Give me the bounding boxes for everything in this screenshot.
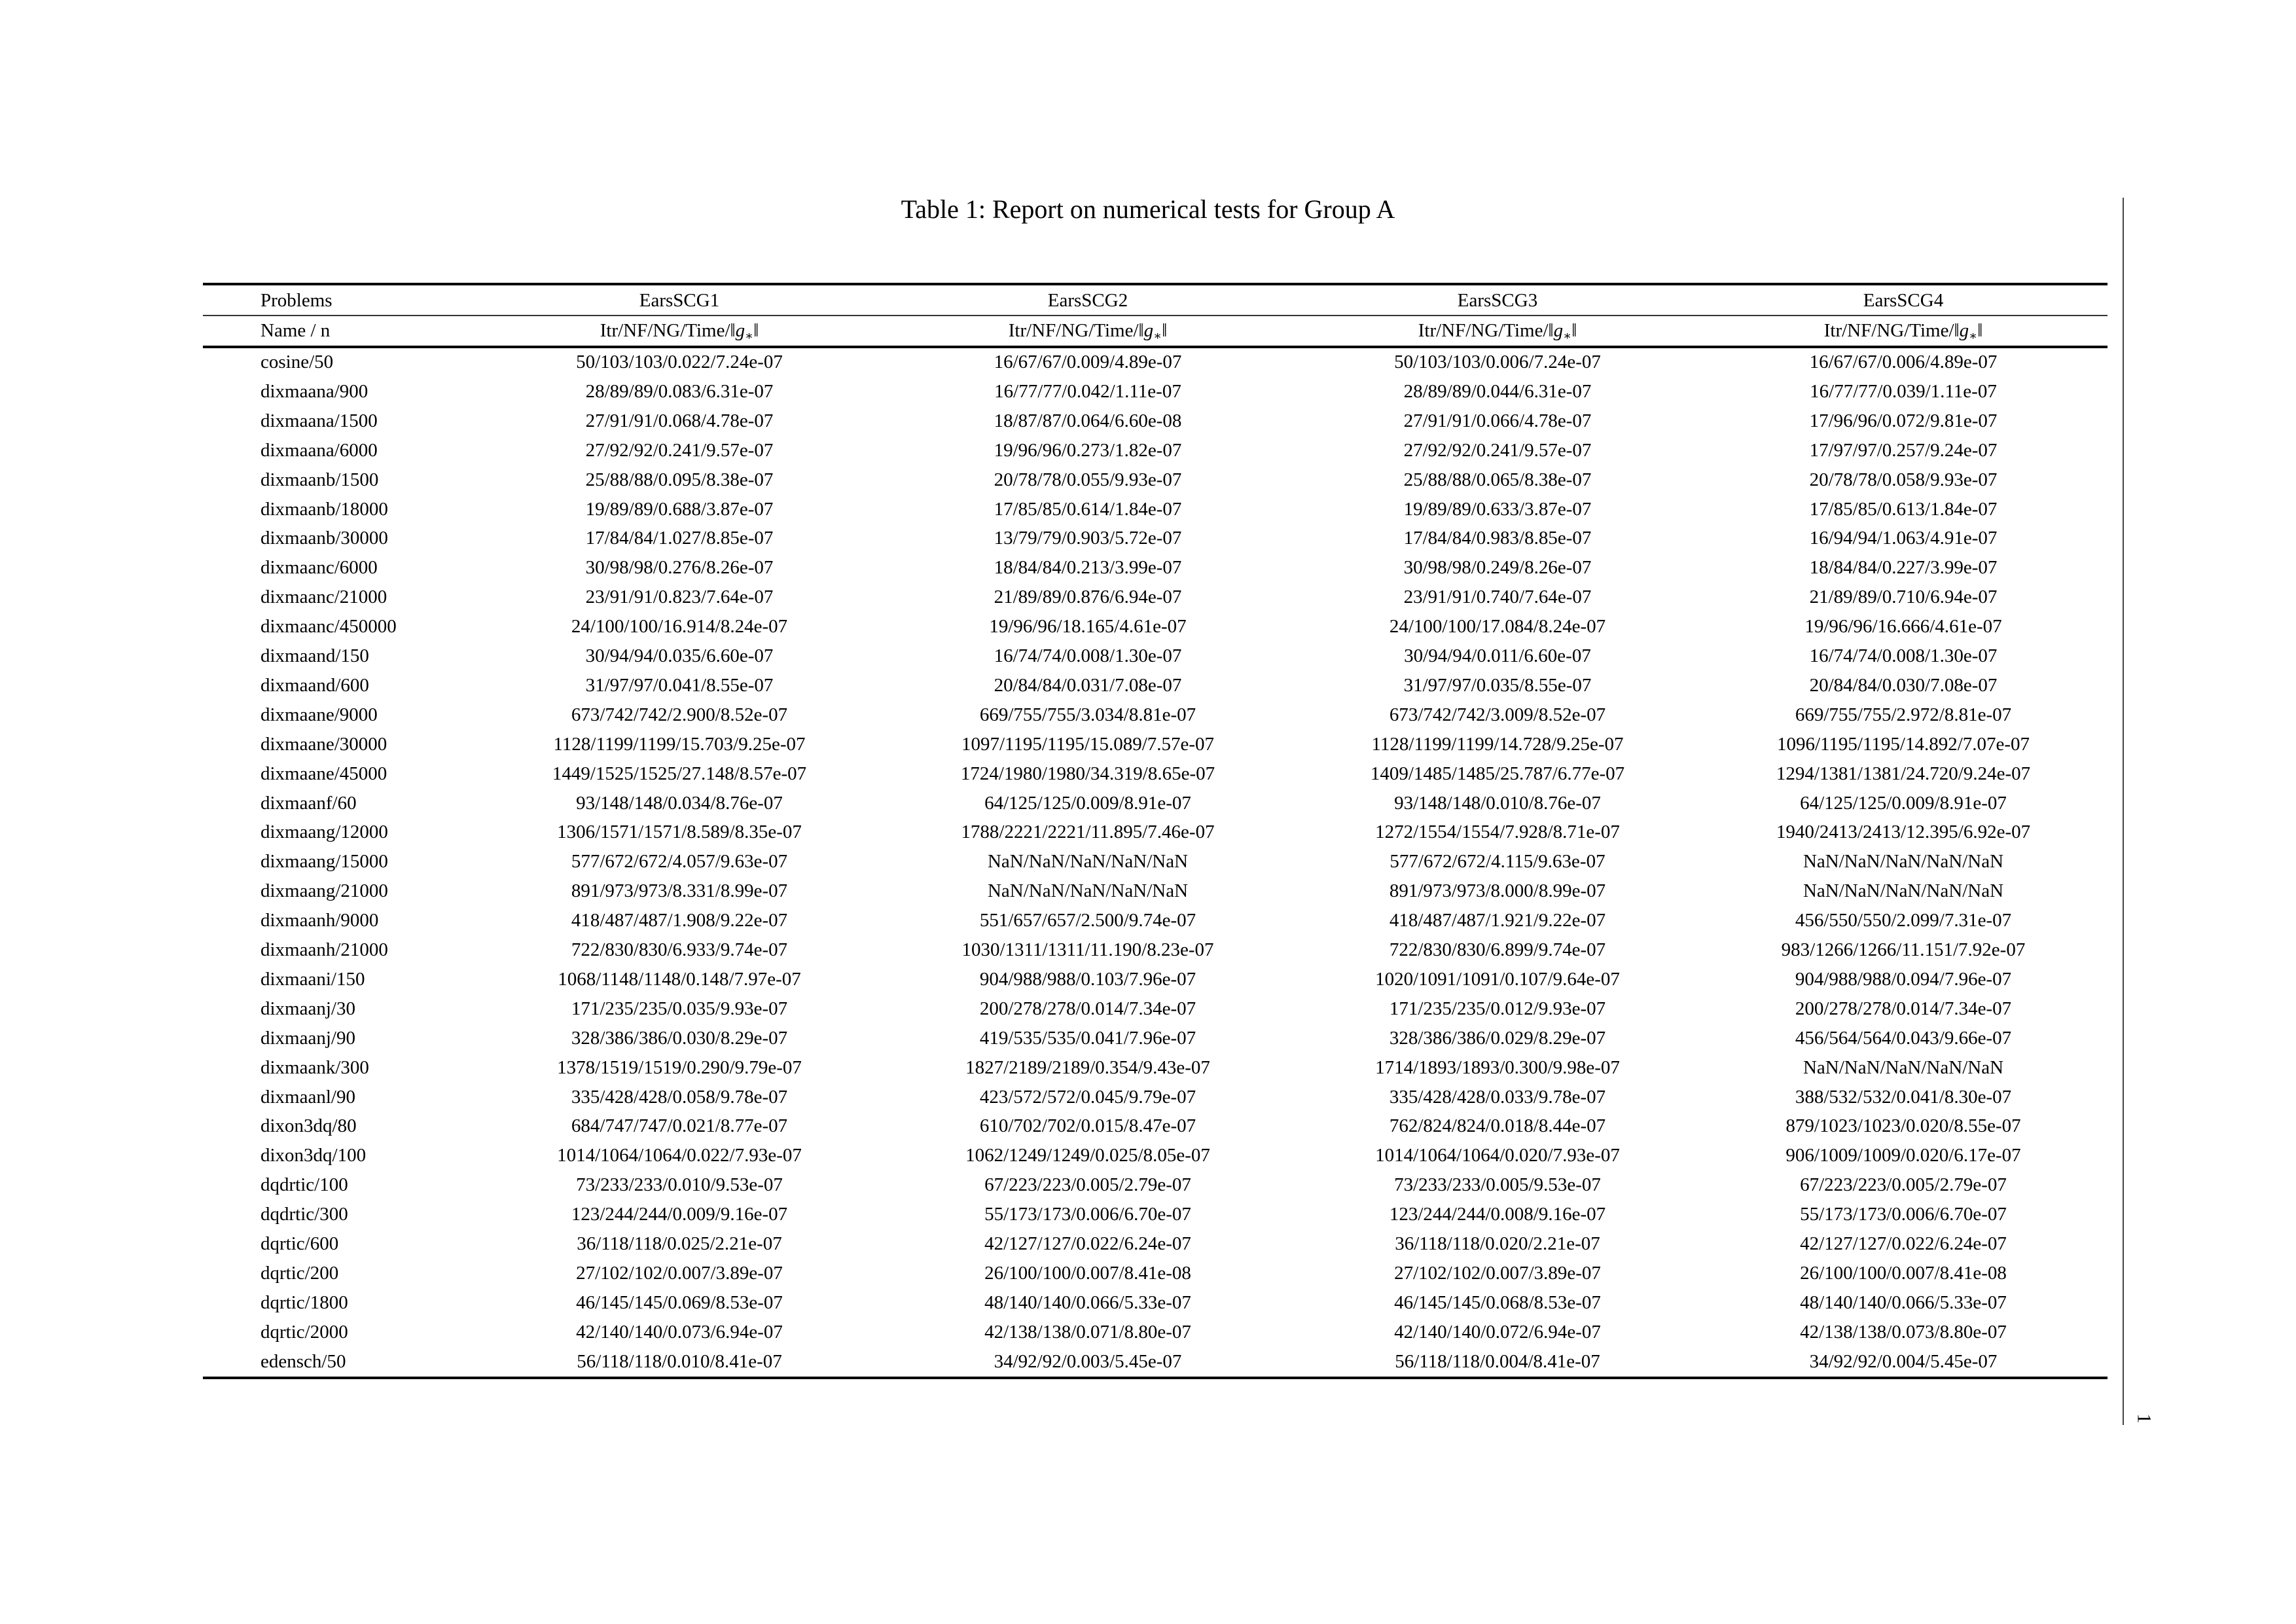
table-row xyxy=(203,495,2108,524)
table-row xyxy=(203,406,2108,436)
solver-2-result-cell: 21/89/89/0.876/6.94e-07 xyxy=(994,586,1182,608)
solver-1-result-cell: 42/140/140/0.073/6.94e-07 xyxy=(576,1321,783,1343)
solver-3-result-cell: 673/742/742/3.009/8.52e-07 xyxy=(1389,704,1606,725)
solver-4-result-cell: 20/84/84/0.030/7.08e-07 xyxy=(1809,674,1998,696)
solver-1-result-cell: 56/118/118/0.010/8.41e-07 xyxy=(577,1350,782,1372)
table-row xyxy=(203,641,2108,671)
solver-3-result-cell: 27/102/102/0.007/3.89e-07 xyxy=(1394,1262,1601,1284)
solver-4-result-cell: 1940/2413/2413/12.395/6.92e-07 xyxy=(1776,821,2031,843)
solver-2-result-cell: 200/278/278/0.014/7.34e-07 xyxy=(979,998,1196,1019)
solver-3-result-cell: 1128/1199/1199/14.728/9.25e-07 xyxy=(1371,733,1624,755)
solver-3-result-cell: 50/103/103/0.006/7.24e-07 xyxy=(1394,352,1601,372)
solver-2-result-cell: 610/702/702/0.015/8.47e-07 xyxy=(979,1115,1196,1137)
solver-2-result-cell: 1097/1195/1195/15.089/7.57e-07 xyxy=(961,733,1215,755)
metric-prefix: Itr/NF/NG/Time/‖ xyxy=(1823,320,1960,341)
solver-1-result-cell: 123/244/244/0.009/9.16e-07 xyxy=(571,1204,788,1225)
table-row xyxy=(203,1083,2108,1112)
solver-4-result-cell: 48/140/140/0.066/5.33e-07 xyxy=(1800,1291,2007,1313)
problem-name-cell: dqrtic/2000 xyxy=(260,1321,348,1343)
problem-name-cell: dixmaanc/21000 xyxy=(260,586,387,608)
solver-2-result-cell: 42/127/127/0.022/6.24e-07 xyxy=(984,1233,1191,1254)
solver-4-result-cell: 879/1023/1023/0.020/8.55e-07 xyxy=(1785,1115,2021,1137)
table-row xyxy=(203,700,2108,730)
solver-3-result-cell: 17/84/84/0.983/8.85e-07 xyxy=(1403,528,1592,549)
solver-3-result-cell: 56/118/118/0.004/8.41e-07 xyxy=(1395,1350,1600,1372)
table-row xyxy=(203,906,2108,935)
solver-2-result-cell: 34/92/92/0.003/5.45e-07 xyxy=(994,1350,1182,1372)
problem-name-cell: dqdrtic/300 xyxy=(260,1204,348,1225)
problem-name-cell: dixmaanb/18000 xyxy=(260,498,388,520)
page-edge-line xyxy=(2123,198,2124,1425)
solver-3-result-cell: 30/94/94/0.011/6.60e-07 xyxy=(1404,645,1591,666)
solver-4-result-cell: 906/1009/1009/0.020/6.17e-07 xyxy=(1785,1145,2021,1166)
metric-g: g xyxy=(1959,320,1969,341)
solver-2-result-cell: 423/572/572/0.045/9.79e-07 xyxy=(979,1086,1196,1108)
problem-name-cell: dqdrtic/100 xyxy=(260,1174,348,1196)
solver-4-result-cell: 200/278/278/0.014/7.34e-07 xyxy=(1795,998,2012,1019)
solver-4-result-cell: NaN/NaN/NaN/NaN/NaN xyxy=(1803,851,2004,873)
solver-1-result-cell: 17/84/84/1.027/8.85e-07 xyxy=(585,528,774,549)
solver-2-result-cell: 20/84/84/0.031/7.08e-07 xyxy=(994,674,1182,696)
solver-3-result-cell: 1272/1554/1554/7.928/8.71e-07 xyxy=(1375,821,1620,843)
solver-4-result-cell: 983/1266/1266/11.151/7.92e-07 xyxy=(1781,939,2026,960)
solver-2-result-cell: NaN/NaN/NaN/NaN/NaN xyxy=(987,880,1189,902)
header-solver-1: EarsSCG1 xyxy=(639,290,720,311)
problem-name-cell: dixmaanc/6000 xyxy=(260,557,378,579)
solver-2-result-cell: 13/79/79/0.903/5.72e-07 xyxy=(994,528,1182,549)
solver-2-result-cell: 419/535/535/0.041/7.96e-07 xyxy=(979,1027,1196,1049)
problem-name-cell: dixmaang/12000 xyxy=(260,821,388,843)
solver-3-result-cell: 25/88/88/0.065/8.38e-07 xyxy=(1403,469,1592,490)
solver-3-result-cell: 722/830/830/6.899/9.74e-07 xyxy=(1389,939,1606,960)
solver-2-result-cell: 1724/1980/1980/34.319/8.65e-07 xyxy=(960,763,1215,784)
table-row xyxy=(203,1259,2108,1288)
solver-3-result-cell: 335/428/428/0.033/9.78e-07 xyxy=(1389,1086,1606,1108)
solver-2-result-cell: 48/140/140/0.066/5.33e-07 xyxy=(984,1291,1191,1313)
solver-2-result-cell: 17/85/85/0.614/1.84e-07 xyxy=(994,498,1182,520)
problem-name-cell: dixmaana/1500 xyxy=(260,410,378,431)
solver-4-result-cell: 669/755/755/2.972/8.81e-07 xyxy=(1795,704,2012,725)
solver-3-result-cell: 1020/1091/1091/0.107/9.64e-07 xyxy=(1375,968,1620,990)
solver-1-result-cell: 31/97/97/0.041/8.55e-07 xyxy=(585,674,774,696)
solver-3-result-cell: 36/118/118/0.020/2.21e-07 xyxy=(1395,1233,1600,1254)
solver-2-result-cell: 64/125/125/0.009/8.91e-07 xyxy=(984,792,1191,814)
problem-name-cell: dixmaana/6000 xyxy=(260,439,378,461)
solver-2-result-cell: 16/77/77/0.042/1.11e-07 xyxy=(994,380,1181,402)
solver-2-result-cell: 16/67/67/0.009/4.89e-07 xyxy=(994,352,1182,372)
solver-3-result-cell: 31/97/97/0.035/8.55e-07 xyxy=(1403,674,1592,696)
solver-3-result-cell: 891/973/973/8.000/8.99e-07 xyxy=(1389,880,1606,902)
solver-3-result-cell: 762/824/824/0.018/8.44e-07 xyxy=(1389,1115,1606,1137)
table-row xyxy=(203,1200,2108,1229)
solver-1-result-cell: 1378/1519/1519/0.290/9.79e-07 xyxy=(557,1056,802,1078)
bottom-rule xyxy=(203,1377,2108,1379)
solver-2-result-cell: 55/173/173/0.006/6.70e-07 xyxy=(984,1204,1191,1225)
metric-g: g xyxy=(735,320,745,341)
header-solver-3: EarsSCG3 xyxy=(1457,290,1538,311)
header-solver-2: EarsSCG2 xyxy=(1047,290,1128,311)
solver-3-result-cell: 577/672/672/4.115/9.63e-07 xyxy=(1390,851,1605,873)
solver-3-result-cell: 46/145/145/0.068/8.53e-07 xyxy=(1394,1291,1601,1313)
solver-1-result-cell: 25/88/88/0.095/8.38e-07 xyxy=(585,469,774,490)
table-row xyxy=(203,1318,2108,1347)
header-row-metrics xyxy=(203,316,2108,346)
problem-name-cell: dixmaane/9000 xyxy=(260,704,378,725)
solver-2-result-cell: 1827/2189/2189/0.354/9.43e-07 xyxy=(965,1056,1210,1078)
solver-3-result-cell: 1409/1485/1485/25.787/6.77e-07 xyxy=(1370,763,1625,784)
top-rule xyxy=(203,283,2108,285)
problem-name-cell: dqrtic/200 xyxy=(260,1262,339,1284)
table-row xyxy=(203,1141,2108,1170)
solver-1-result-cell: 1014/1064/1064/0.022/7.93e-07 xyxy=(557,1145,802,1166)
solver-1-result-cell: 24/100/100/16.914/8.24e-07 xyxy=(571,616,788,638)
solver-2-result-cell: NaN/NaN/NaN/NaN/NaN xyxy=(987,851,1189,873)
solver-2-result-cell: 669/755/755/3.034/8.81e-07 xyxy=(979,704,1196,725)
problem-name-cell: dixmaand/150 xyxy=(260,645,369,666)
solver-4-result-cell: 20/78/78/0.058/9.93e-07 xyxy=(1809,469,1998,490)
solver-4-result-cell: 42/127/127/0.022/6.24e-07 xyxy=(1800,1233,2007,1254)
problem-name-cell: dixmaane/45000 xyxy=(260,763,387,784)
solver-1-result-cell: 27/92/92/0.241/9.57e-07 xyxy=(585,439,774,461)
solver-2-result-cell: 1030/1311/1311/11.190/8.23e-07 xyxy=(961,939,1214,960)
table-row xyxy=(203,583,2108,612)
table-row xyxy=(203,935,2108,965)
solver-4-result-cell: 21/89/89/0.710/6.94e-07 xyxy=(1809,586,1998,608)
solver-1-result-cell: 722/830/830/6.933/9.74e-07 xyxy=(571,939,788,960)
solver-1-result-cell: 673/742/742/2.900/8.52e-07 xyxy=(571,704,788,725)
problem-name-cell: dixmaanf/60 xyxy=(260,792,357,814)
table-row xyxy=(203,377,2108,406)
solver-3-result-cell: 28/89/89/0.044/6.31e-07 xyxy=(1403,380,1592,402)
metric-g: g xyxy=(1553,320,1564,341)
header-solver-4: EarsSCG4 xyxy=(1863,290,1944,311)
solver-2-result-cell: 67/223/223/0.005/2.79e-07 xyxy=(984,1174,1191,1196)
solver-4-result-cell: 16/74/74/0.008/1.30e-07 xyxy=(1809,645,1998,666)
solver-4-result-cell: 18/84/84/0.227/3.99e-07 xyxy=(1809,557,1998,579)
solver-4-result-cell: 16/94/94/1.063/4.91e-07 xyxy=(1809,528,1998,549)
header-row-solvers xyxy=(203,286,2108,316)
metric-suffix: ‖ xyxy=(753,320,759,341)
solver-4-result-cell: 67/223/223/0.005/2.79e-07 xyxy=(1800,1174,2007,1196)
problem-name-cell: dixmaanj/90 xyxy=(260,1027,355,1049)
header-problems: Problems xyxy=(260,290,332,311)
table-row xyxy=(203,436,2108,465)
problem-name-cell: dixon3dq/80 xyxy=(260,1115,357,1137)
problem-name-cell: dixmaanj/30 xyxy=(260,998,355,1019)
solver-1-result-cell: 335/428/428/0.058/9.78e-07 xyxy=(571,1086,788,1108)
solver-1-result-cell: 46/145/145/0.069/8.53e-07 xyxy=(576,1291,783,1313)
problem-name-cell: dixmaanb/1500 xyxy=(260,469,379,490)
solver-4-result-cell: 17/96/96/0.072/9.81e-07 xyxy=(1809,410,1998,431)
solver-4-result-cell: 19/96/96/16.666/4.61e-07 xyxy=(1804,616,2002,638)
solver-3-result-cell: 27/91/91/0.066/4.78e-07 xyxy=(1403,410,1592,431)
table-caption: Table 1: Report on numerical tests for Group A xyxy=(901,194,1395,224)
metric-sub: ∗ xyxy=(745,329,754,343)
table-row xyxy=(203,612,2108,641)
solver-4-result-cell: 26/100/100/0.007/8.41e-08 xyxy=(1800,1262,2007,1284)
problem-name-cell: dixmaanc/450000 xyxy=(260,616,397,638)
table-row xyxy=(203,965,2108,994)
solver-3-result-cell: 24/100/100/17.084/8.24e-07 xyxy=(1389,616,1606,638)
problem-name-cell: dixmaand/600 xyxy=(260,674,369,696)
solver-2-result-cell: 26/100/100/0.007/8.41e-08 xyxy=(984,1262,1191,1284)
metric-sub: ∗ xyxy=(1153,329,1162,343)
table-row xyxy=(203,524,2108,553)
metric-g: g xyxy=(1143,320,1154,341)
table-row xyxy=(203,876,2108,906)
solver-1-result-cell: 577/672/672/4.057/9.63e-07 xyxy=(571,851,788,873)
table-row xyxy=(203,553,2108,583)
solver-1-result-cell: 27/91/91/0.068/4.78e-07 xyxy=(585,410,774,431)
table-row xyxy=(203,1024,2108,1053)
solver-2-result-cell: 904/988/988/0.103/7.96e-07 xyxy=(979,968,1196,990)
problem-name-cell: dqrtic/600 xyxy=(260,1233,339,1254)
solver-1-result-cell: 28/89/89/0.083/6.31e-07 xyxy=(585,380,774,402)
metric-prefix: Itr/NF/NG/Time/‖ xyxy=(1418,320,1554,341)
solver-2-result-cell: 20/78/78/0.055/9.93e-07 xyxy=(994,469,1182,490)
solver-3-result-cell: 93/148/148/0.010/8.76e-07 xyxy=(1394,792,1601,814)
solver-2-result-cell: 16/74/74/0.008/1.30e-07 xyxy=(994,645,1182,666)
solver-4-result-cell: 456/550/550/2.099/7.31e-07 xyxy=(1795,910,2012,931)
metric-prefix: Itr/NF/NG/Time/‖ xyxy=(1008,320,1144,341)
problem-name-cell: dqrtic/1800 xyxy=(260,1291,348,1313)
solver-3-result-cell: 328/386/386/0.029/8.29e-07 xyxy=(1389,1027,1606,1049)
metric-sub: ∗ xyxy=(1969,329,1978,343)
solver-1-result-cell: 36/118/118/0.025/2.21e-07 xyxy=(577,1233,782,1254)
solver-4-result-cell: 17/97/97/0.257/9.24e-07 xyxy=(1809,439,1998,461)
solver-1-result-cell: 23/91/91/0.823/7.64e-07 xyxy=(585,586,774,608)
table-row xyxy=(203,465,2108,495)
header-name-n: Name / n xyxy=(260,320,331,341)
solver-1-result-cell: 328/386/386/0.030/8.29e-07 xyxy=(571,1027,788,1049)
solver-4-result-cell: 904/988/988/0.094/7.96e-07 xyxy=(1795,968,2012,990)
solver-3-result-cell: 418/487/487/1.921/9.22e-07 xyxy=(1389,910,1606,931)
problem-name-cell: dixmaane/30000 xyxy=(260,733,387,755)
problem-name-cell: dixmaank/300 xyxy=(260,1056,369,1078)
solver-1-result-cell: 1449/1525/1525/27.148/8.57e-07 xyxy=(552,763,807,784)
page-number: 1 xyxy=(2133,1413,2155,1424)
table-row xyxy=(203,1111,2108,1141)
solver-3-result-cell: 123/244/244/0.008/9.16e-07 xyxy=(1389,1204,1606,1225)
solver-4-result-cell: 42/138/138/0.073/8.80e-07 xyxy=(1800,1321,2007,1343)
problem-name-cell: dixmaanh/9000 xyxy=(260,910,379,931)
solver-1-result-cell: 891/973/973/8.331/8.99e-07 xyxy=(571,880,788,902)
problem-name-cell: dixmaang/15000 xyxy=(260,851,388,873)
problem-name-cell: dixmaani/150 xyxy=(260,968,365,990)
solver-2-result-cell: 19/96/96/0.273/1.82e-07 xyxy=(994,439,1182,461)
solver-2-result-cell: 551/657/657/2.500/9.74e-07 xyxy=(979,910,1196,931)
solver-4-result-cell: NaN/NaN/NaN/NaN/NaN xyxy=(1803,880,2004,902)
solver-4-result-cell: NaN/NaN/NaN/NaN/NaN xyxy=(1803,1056,2004,1078)
solver-3-result-cell: 42/140/140/0.072/6.94e-07 xyxy=(1394,1321,1601,1343)
solver-2-result-cell: 19/96/96/18.165/4.61e-07 xyxy=(989,616,1187,638)
solver-4-result-cell: 16/77/77/0.039/1.11e-07 xyxy=(1810,380,1997,402)
metric-suffix: ‖ xyxy=(1162,320,1168,341)
table-row xyxy=(203,994,2108,1024)
solver-1-result-cell: 1306/1571/1571/8.589/8.35e-07 xyxy=(557,821,802,843)
table-row xyxy=(203,1347,2108,1377)
problem-name-cell: edensch/50 xyxy=(260,1350,346,1372)
solver-2-result-cell: 42/138/138/0.071/8.80e-07 xyxy=(984,1321,1191,1343)
solver-2-result-cell: 1788/2221/2221/11.895/7.46e-07 xyxy=(961,821,1215,843)
solver-1-result-cell: 27/102/102/0.007/3.89e-07 xyxy=(576,1262,783,1284)
solver-4-result-cell: 1294/1381/1381/24.720/9.24e-07 xyxy=(1776,763,2031,784)
solver-4-result-cell: 34/92/92/0.004/5.45e-07 xyxy=(1809,1350,1998,1372)
problem-name-cell: dixmaanh/21000 xyxy=(260,939,388,960)
solver-1-result-cell: 30/98/98/0.276/8.26e-07 xyxy=(585,557,774,579)
solver-1-result-cell: 30/94/94/0.035/6.60e-07 xyxy=(585,645,774,666)
solver-1-result-cell: 1128/1199/1199/15.703/9.25e-07 xyxy=(553,733,806,755)
table-row xyxy=(203,730,2108,759)
solver-1-result-cell: 1068/1148/1148/0.148/7.97e-07 xyxy=(558,968,801,990)
metric-prefix: Itr/NF/NG/Time/‖ xyxy=(600,320,736,341)
solver-4-result-cell: 55/173/173/0.006/6.70e-07 xyxy=(1800,1204,2007,1225)
solver-4-result-cell: 388/532/532/0.041/8.30e-07 xyxy=(1795,1086,2012,1108)
solver-3-result-cell: 19/89/89/0.633/3.87e-07 xyxy=(1403,498,1592,520)
solver-1-result-cell: 418/487/487/1.908/9.22e-07 xyxy=(571,910,788,931)
solver-1-result-cell: 93/148/148/0.034/8.76e-07 xyxy=(576,792,783,814)
problem-name-cell: dixmaanl/90 xyxy=(260,1086,355,1108)
solver-3-result-cell: 27/92/92/0.241/9.57e-07 xyxy=(1403,439,1592,461)
solver-3-result-cell: 171/235/235/0.012/9.93e-07 xyxy=(1389,998,1606,1019)
problem-name-cell: dixmaana/900 xyxy=(260,380,368,402)
solver-3-result-cell: 73/233/233/0.005/9.53e-07 xyxy=(1394,1174,1601,1196)
solver-3-result-cell: 23/91/91/0.740/7.64e-07 xyxy=(1403,586,1592,608)
solver-2-result-cell: 18/87/87/0.064/6.60e-08 xyxy=(994,410,1182,431)
table-row xyxy=(203,671,2108,700)
table-row xyxy=(203,847,2108,876)
solver-4-result-cell: 17/85/85/0.613/1.84e-07 xyxy=(1809,498,1998,520)
table-row xyxy=(203,1288,2108,1318)
table-row xyxy=(203,1229,2108,1259)
problem-name-cell: dixon3dq/100 xyxy=(260,1145,367,1166)
table-row xyxy=(203,759,2108,789)
solver-3-result-cell: 1714/1893/1893/0.300/9.98e-07 xyxy=(1375,1056,1620,1078)
solver-2-result-cell: 18/84/84/0.213/3.99e-07 xyxy=(994,557,1182,579)
problem-name-cell: dixmaang/21000 xyxy=(260,880,388,902)
solver-4-result-cell: 16/67/67/0.006/4.89e-07 xyxy=(1809,352,1998,372)
table-row xyxy=(203,1053,2108,1083)
solver-4-result-cell: 1096/1195/1195/14.892/7.07e-07 xyxy=(1776,733,2030,755)
problem-name-cell: cosine/50 xyxy=(260,352,334,372)
table-row xyxy=(203,818,2108,847)
table-row xyxy=(203,1170,2108,1200)
solver-3-result-cell: 30/98/98/0.249/8.26e-07 xyxy=(1403,557,1592,579)
solver-1-result-cell: 50/103/103/0.022/7.24e-07 xyxy=(576,352,783,372)
solver-1-result-cell: 19/89/89/0.688/3.87e-07 xyxy=(585,498,774,520)
solver-1-result-cell: 73/233/233/0.010/9.53e-07 xyxy=(576,1174,783,1196)
solver-4-result-cell: 64/125/125/0.009/8.91e-07 xyxy=(1800,792,2007,814)
metric-suffix: ‖ xyxy=(1977,320,1983,341)
solver-2-result-cell: 1062/1249/1249/0.025/8.05e-07 xyxy=(965,1145,1210,1166)
solver-3-result-cell: 1014/1064/1064/0.020/7.93e-07 xyxy=(1375,1145,1620,1166)
solver-1-result-cell: 684/747/747/0.021/8.77e-07 xyxy=(571,1115,788,1137)
solver-4-result-cell: 456/564/564/0.043/9.66e-07 xyxy=(1795,1027,2012,1049)
table-row xyxy=(203,789,2108,818)
metric-sub: ∗ xyxy=(1563,329,1572,343)
table-row xyxy=(203,348,2108,377)
metric-suffix: ‖ xyxy=(1571,320,1577,341)
solver-1-result-cell: 171/235/235/0.035/9.93e-07 xyxy=(571,998,788,1019)
problem-name-cell: dixmaanb/30000 xyxy=(260,528,388,549)
